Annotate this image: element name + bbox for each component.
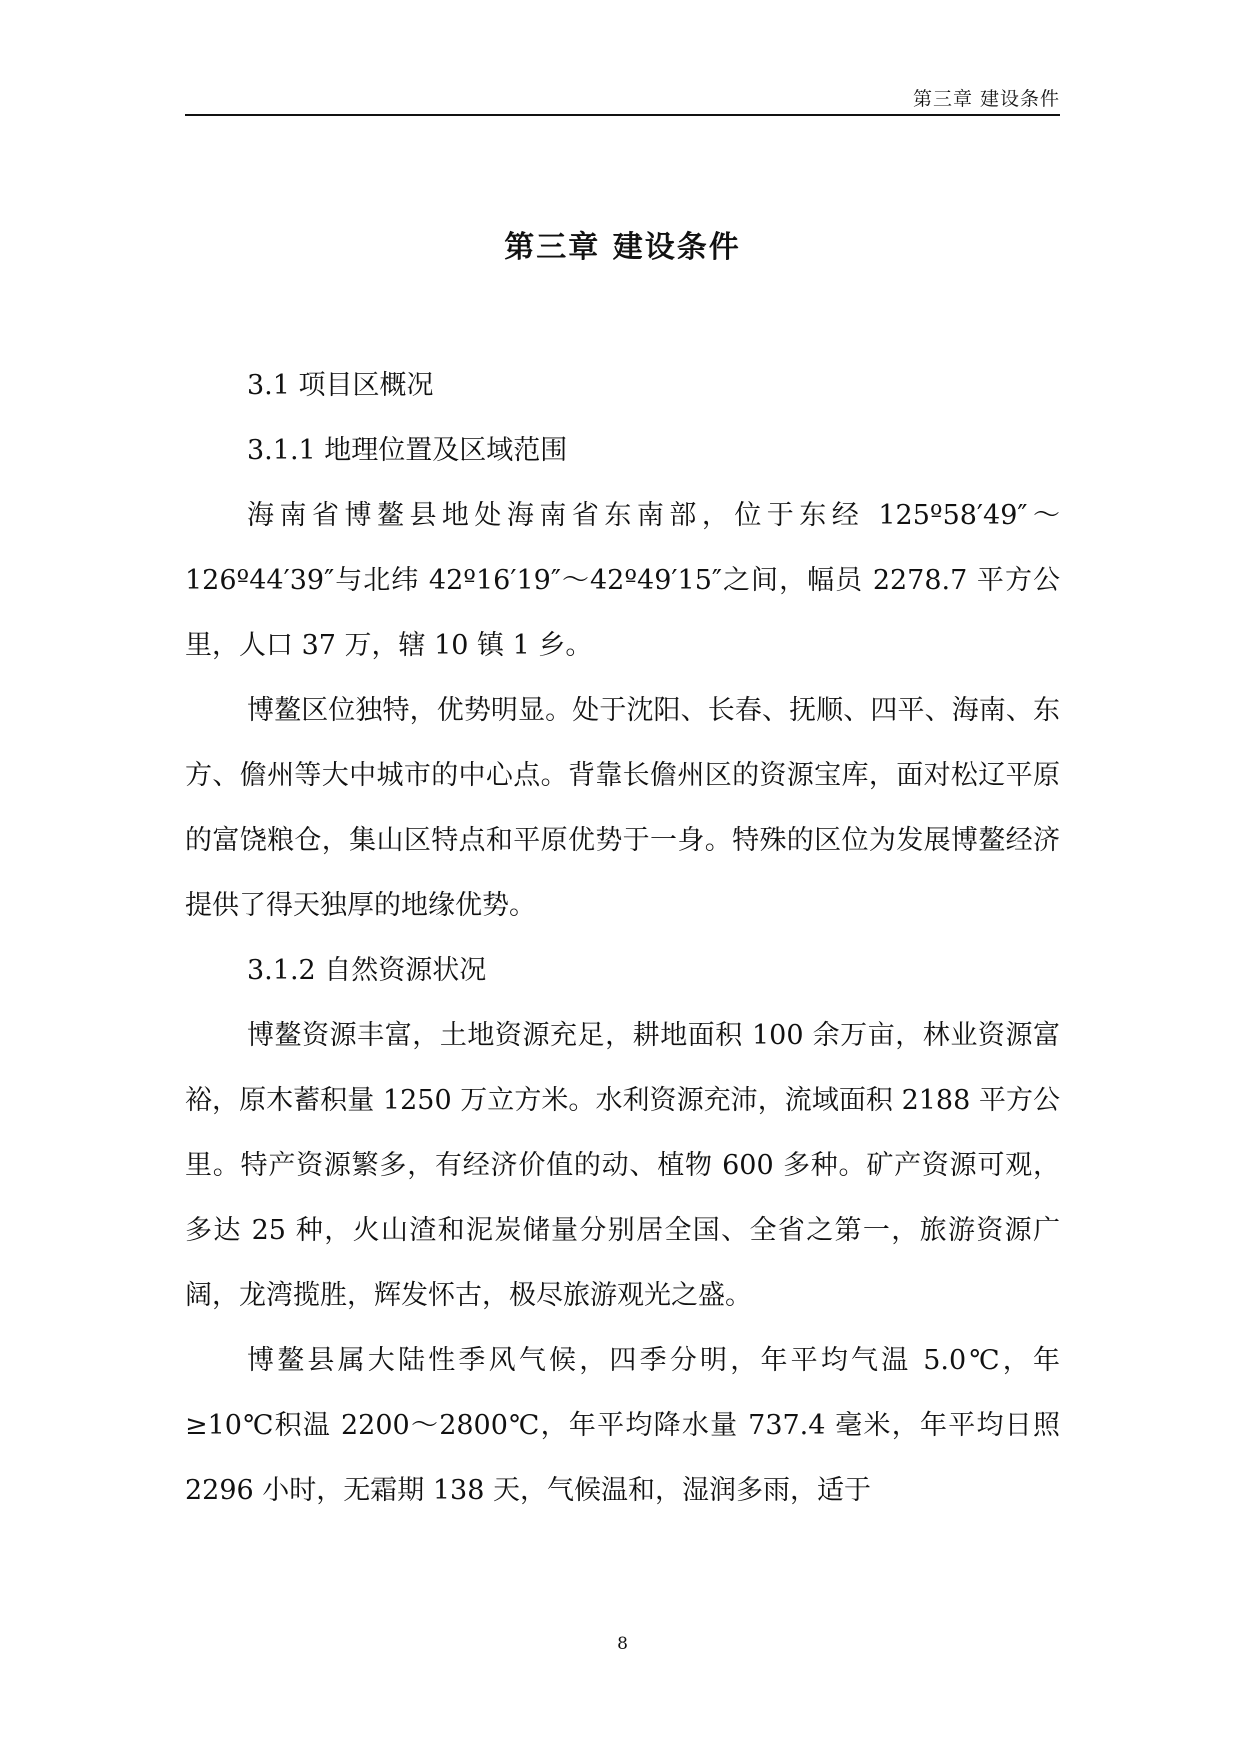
paragraph-resources: 博鳌资源丰富，土地资源充足，耕地面积 100 余万亩，林业资源富裕，原木蓄积量 1250 万立方米。水利资源充沛，流域面积 2188 平方公里。特产资源繁多，有经济价值的动、植物 600 多种。矿产资源可观，多达 25 种，火山渣和泥炭储量分别居全国、全省之第一，旅游资源广阔，龙湾揽胜，辉发怀古，极尽旅游观光之盛。: [185, 1020, 1060, 1311]
chapter-title: 第三章 建设条件: [504, 230, 741, 265]
header-rule: [185, 114, 1060, 116]
running-header: 第三章 建设条件: [912, 88, 1060, 110]
paragraph-climate: 博鳌县属大陆性季风气候，四季分明，年平均气温 5.0℃，年≥10℃积温 2200～2800℃，年平均降水量 737.4 毫米，年平均日照 2296 小时，无霜期 138 天，气候温和，湿润多雨，适于: [185, 1345, 1060, 1506]
section-heading-3-1: 3.1 项目区概况: [247, 370, 434, 401]
paragraph-location: 海南省博鳌县地处海南省东南部，位于东经 125º58′49″～126º44′39″与北纬 42º16′19″～42º49′15″之间，幅员 2278.7 平方公里，人口 37 万，辖 10 镇 1 乡。: [185, 500, 1060, 661]
body-text: [185, 353, 1060, 1523]
paragraph-advantage: 博鳌区位独特，优势明显。处于沈阳、长春、抚顺、四平、海南、东方、儋州等大中城市的中心点。背靠长儋州区的资源宝库，面对松辽平原的富饶粮仓，集山区特点和平原优势于一身。特殊的区位为发展博鳌经济提供了得天独厚的地缘优势。: [185, 695, 1060, 921]
page-number: 8: [617, 1634, 628, 1654]
section-heading-3-1-1: 3.1.1 地理位置及区域范围: [247, 435, 568, 466]
section-heading-3-1-2: 3.1.2 自然资源状况: [247, 955, 487, 986]
